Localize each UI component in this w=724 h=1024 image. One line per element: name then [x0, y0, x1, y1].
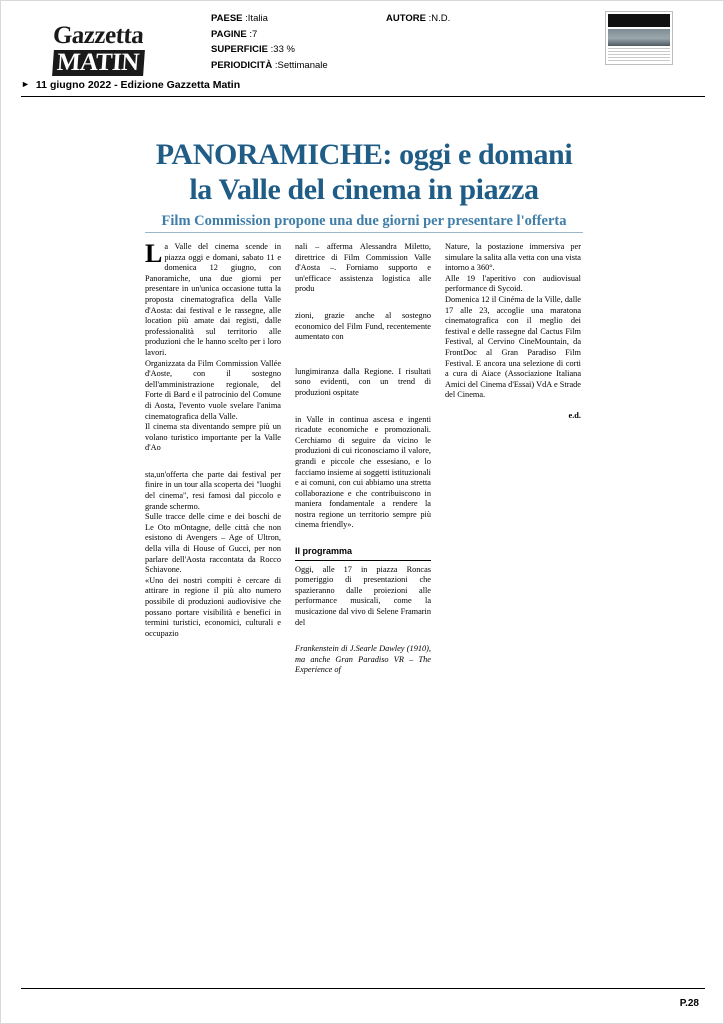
thumbnail-text-band [608, 48, 670, 61]
meta-value-autore: :N.D. [428, 13, 451, 24]
article-column-1 [145, 239, 281, 676]
paragraph: Oggi, alle 17 in piazza Roncas pomeriggio di presentazioni che spazieranno dalle proiezioni alle performance musicali, come la musicazione dal vivo di Selene Framarin del [295, 564, 431, 627]
article [145, 137, 583, 676]
column-gap [295, 531, 431, 540]
headline-line-1: PANORAMICHE: oggi e domani [155, 138, 573, 171]
meta-value-paese: :Italia [245, 13, 268, 24]
meta-label-paese: PAESE [211, 13, 243, 24]
header-divider [21, 96, 705, 97]
meta-label-autore: AUTORE [386, 13, 426, 24]
meta-row-pagine [211, 27, 328, 43]
article-column-2 [295, 242, 431, 676]
column-gap [295, 295, 431, 311]
article-subhead: Film Commission propone una due giorni per presentare l'offerta [161, 213, 567, 229]
meta-value-superficie: :33 % [270, 44, 295, 55]
clipping-header [1, 1, 724, 93]
paragraph: nali – afferma Alessandra Miletto, direttrice di Film Commission Valle d'Aosta –. Forniamo supporto e un'efficace assistenza logistica alle produ [295, 242, 431, 294]
paragraph: La Valle del cinema scende in piazza oggi e domani, sabato 11 e domenica 12 giugno, con Panoramiche, una due giorni per presentare in un'unica occasione tutta la proposta cinematografica della Valle d'Aosta: dai festival e le rassegne, alle location più amate dai registi, dalle professionalità sul territorio alle produzioni che le hanno scelto per i loro lavori. [145, 239, 281, 357]
page-thumbnail [605, 11, 673, 65]
meta-value-periodicita: :Settimanale [274, 59, 328, 71]
column-gap [295, 399, 431, 415]
dateline-text: 11 giugno 2022 - Edizione Gazzetta Matin [35, 79, 241, 91]
thumbnail-photo-band [608, 29, 670, 46]
masthead-word-matin: MATIN [52, 50, 145, 76]
thumbnail-header-band [608, 14, 670, 27]
paragraph: Sulle tracce delle cime e dei boschi de Le Oto mOntagne, delle città che non esistono di Avengers – Age of Ultron, della villa di House of Gucci, per non parlare dell'Aosta raccontata da Rocco Schiavone. [145, 512, 281, 575]
page-title [145, 137, 583, 207]
paragraph: zioni, grazie anche al sostegno economico del Film Fund, recentemente aumentato con [295, 310, 431, 342]
meta-label-superficie: SUPERFICIE [211, 44, 269, 55]
column-gap [145, 454, 281, 470]
meta-row-periodicita [211, 58, 328, 74]
paragraph: lungimiranza dalla Regione. I risultati sono evidenti, con un trend di produzioni ospitate [295, 366, 431, 397]
footer-divider [21, 988, 705, 989]
meta-label-pagine: PAGINE [211, 28, 247, 40]
masthead-word-gazzetta: Gazzetta [52, 22, 145, 49]
clipping-meta-right [386, 11, 450, 27]
meta-row-autore [386, 11, 450, 27]
section-divider [295, 560, 431, 561]
meta-row-superficie [211, 42, 328, 58]
meta-row-paese [211, 11, 328, 27]
paragraph: Alle 19 l'aperitivo con audiovisual performance di Sycoid. [445, 273, 581, 294]
paragraph: Il cinema sta diventando sempre più un volano turistico importante per la Valle d'Ao [145, 422, 281, 453]
triangle-right-icon: ► [21, 79, 30, 89]
section-heading: Il programma [295, 546, 353, 557]
clipping-meta-left [211, 11, 328, 73]
paragraph: Nature, la postazione immersiva per simulare la salita alla vetta con una vista intorno a 360°. [445, 242, 581, 273]
meta-value-pagine: :7 [249, 28, 258, 40]
paragraph: Organizzata da Film Commission Vallée d'Aoste, con il sostegno dell'amministrazione regionale, del Forte di Bard e il patrocinio del Comune di Aosta, l'evento vuole svelare l'anima cinematografica della Valle. [145, 358, 281, 421]
headline-line-2: la Valle del cinema in piazza [189, 173, 539, 206]
column-gap [295, 628, 431, 644]
paragraph: sta,un'offerta che parte dai festival per finire in un tour alla scoperta dei "luoghi del cinema", resi famosi dal piccolo e grande schermo. [145, 469, 281, 511]
paragraph: Frankenstein di J.Searle Dawley (1910), ma anche Gran Paradiso VR – The Experience of [295, 644, 431, 675]
dateline [21, 79, 240, 91]
paragraph: Domenica 12 il Cinéma de la Ville, dalle 17 alle 23, accoglie una maratona cinematografica con il meglio dei festival e delle rassegne dal Cactus Film Festival, al Cervino CineMountain, da FrontDoc al Gran Paradiso Film Festival. E ancora una selezione di corti a cura di Aiace (Associazione Italiana Amici del Cinema d'Essai) VdA e Strade del Cinema. [445, 294, 581, 400]
masthead-logo [52, 22, 183, 76]
article-columns [145, 239, 583, 676]
meta-label-periodicita: PERIODICITÀ [211, 59, 273, 71]
page-number: P.28 [679, 998, 699, 1009]
article-signature: e.d. [568, 410, 581, 420]
column-gap [295, 343, 431, 367]
subhead-divider [145, 232, 583, 233]
paragraph: «Uno dei nostri compiti è cercare di attirare in regione il più alto numero possibile di produzioni audiovisive che possano portare visibilità e benefici in termini turistici, economici, culturali e occupazio [145, 575, 281, 638]
article-column-3 [445, 242, 581, 676]
paragraph: in Valle in continua ascesa e ingenti ricadute economiche e promozionali. Cerchiamo di seguire da vicino le produzioni di cui riconosciamo il valore, grandi e piccole che essesiano, e lo facciamo insieme ai soggetti istituzionali e ai comuni, con cui abbiamo una stretta collaborazione e che contribuiscono in maniera fondamentale a rendere la nostra regione un territorio sempre più cinema friendly». [295, 414, 431, 530]
